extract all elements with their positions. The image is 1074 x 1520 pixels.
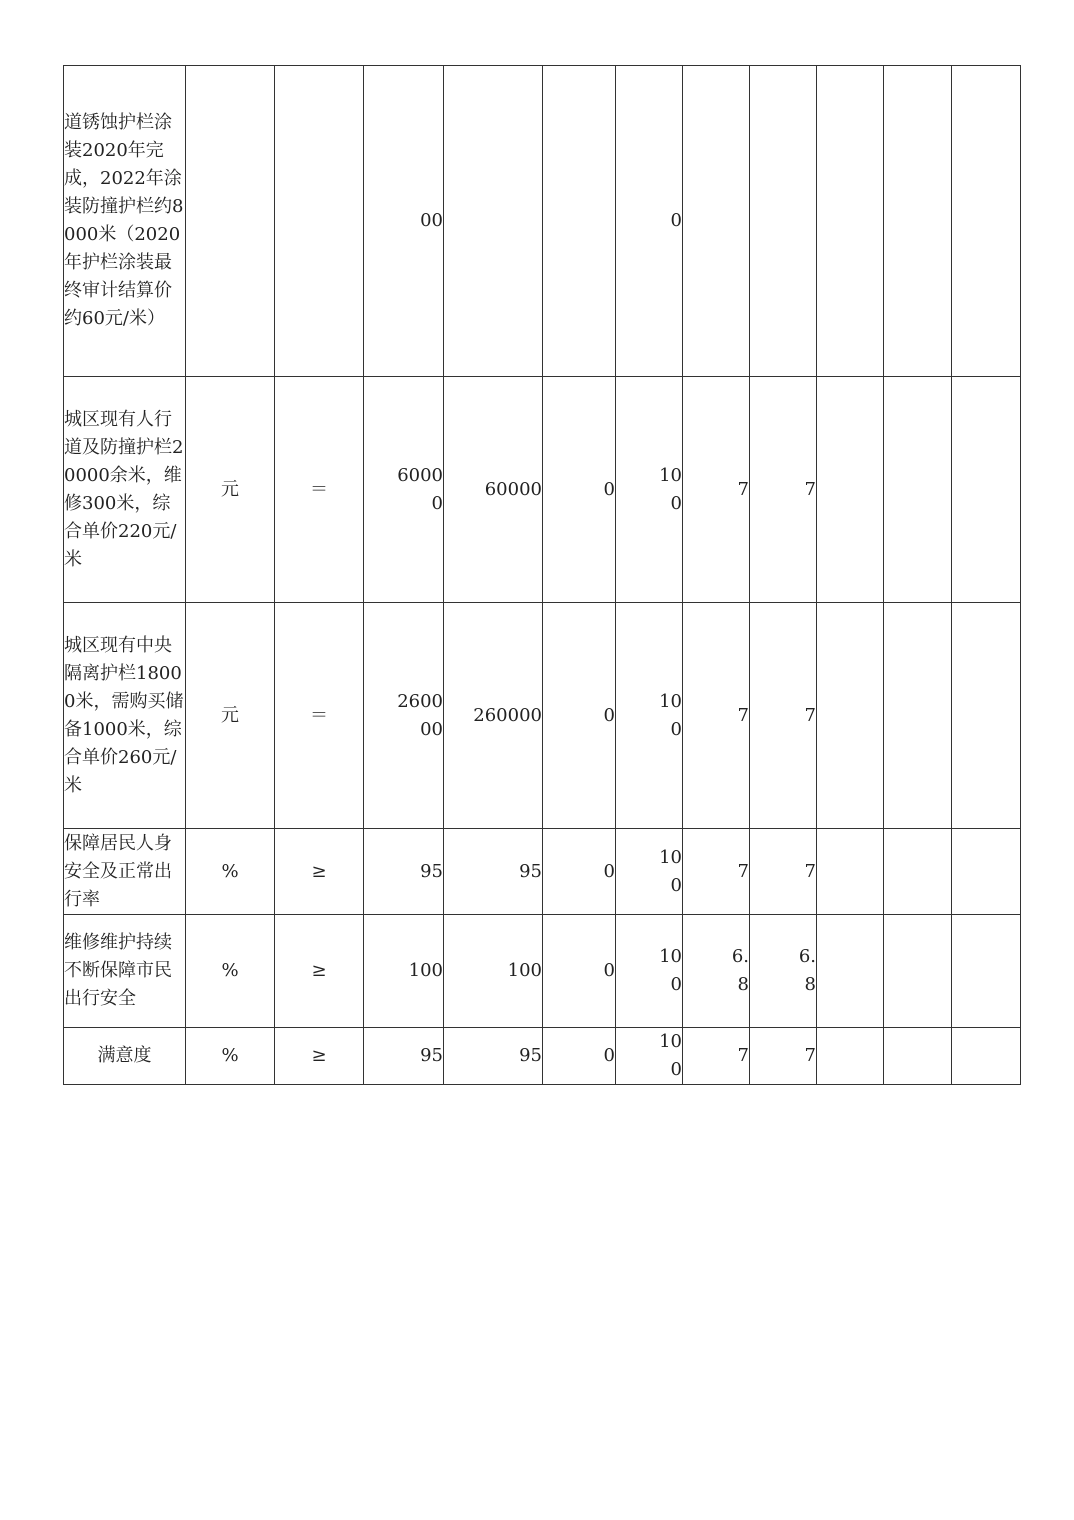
- unit-cell: %: [186, 915, 275, 1028]
- target-value-cell: 95: [364, 1028, 444, 1085]
- empty-cell: [952, 829, 1021, 915]
- score-cell: 7: [683, 829, 750, 915]
- empty-cell: [884, 377, 952, 603]
- target-value-cell: 95: [364, 829, 444, 915]
- unit-cell: [186, 66, 275, 377]
- empty-cell: [817, 377, 884, 603]
- indicator-cell: 维修维护持续不断保障市民出行安全: [64, 915, 186, 1028]
- deviation-cell: 0: [543, 603, 616, 829]
- empty-cell: [884, 603, 952, 829]
- symbol-cell: [275, 66, 364, 377]
- symbol-cell: ＝: [275, 377, 364, 603]
- deviation-cell: [543, 66, 616, 377]
- symbol-cell: ＝: [275, 603, 364, 829]
- empty-cell: [952, 66, 1021, 377]
- weight-cell: 0: [616, 66, 683, 377]
- score-cell: [683, 66, 750, 377]
- table-row: [64, 829, 1021, 915]
- indicator-cell: 保障居民人身安全及正常出行率: [64, 829, 186, 915]
- score-cell: 7: [750, 377, 817, 603]
- unit-cell: %: [186, 1028, 275, 1085]
- indicator-cell: 道锈蚀护栏涂装2020年完成，2022年涂装防撞护栏约8000米（2020年护栏涂装最终审计结算价约60元/米）: [64, 66, 186, 377]
- weight-cell: 100: [616, 915, 683, 1028]
- empty-cell: [817, 66, 884, 377]
- target-value-cell: 260000: [364, 603, 444, 829]
- unit-cell: 元: [186, 603, 275, 829]
- empty-cell: [952, 377, 1021, 603]
- actual-value-cell: [444, 66, 543, 377]
- empty-cell: [952, 603, 1021, 829]
- table-row: [64, 1028, 1021, 1085]
- table-row: [64, 377, 1021, 603]
- symbol-cell: ≥: [275, 915, 364, 1028]
- actual-value-cell: 95: [444, 829, 543, 915]
- empty-cell: [952, 915, 1021, 1028]
- performance-table: [63, 65, 1021, 1085]
- symbol-cell: ≥: [275, 1028, 364, 1085]
- table-row: [64, 66, 1021, 377]
- actual-value-cell: 100: [444, 915, 543, 1028]
- score-cell: 7: [750, 829, 817, 915]
- deviation-cell: 0: [543, 829, 616, 915]
- weight-cell: 100: [616, 377, 683, 603]
- empty-cell: [817, 829, 884, 915]
- symbol-cell: ≥: [275, 829, 364, 915]
- score-cell: 7: [750, 603, 817, 829]
- weight-cell: 100: [616, 1028, 683, 1085]
- weight-cell: 100: [616, 603, 683, 829]
- target-value-cell: 60000: [364, 377, 444, 603]
- weight-cell: 100: [616, 829, 683, 915]
- table-row: [64, 603, 1021, 829]
- deviation-cell: 0: [543, 1028, 616, 1085]
- empty-cell: [817, 915, 884, 1028]
- table-row: [64, 915, 1021, 1028]
- empty-cell: [817, 1028, 884, 1085]
- actual-value-cell: 60000: [444, 377, 543, 603]
- actual-value-cell: 95: [444, 1028, 543, 1085]
- empty-cell: [952, 1028, 1021, 1085]
- empty-cell: [884, 1028, 952, 1085]
- deviation-cell: 0: [543, 915, 616, 1028]
- target-value-cell: 00: [364, 66, 444, 377]
- actual-value-cell: 260000: [444, 603, 543, 829]
- score-cell: 7: [683, 1028, 750, 1085]
- score-cell: 7: [683, 377, 750, 603]
- target-value-cell: 100: [364, 915, 444, 1028]
- score-cell: 7: [750, 1028, 817, 1085]
- unit-cell: 元: [186, 377, 275, 603]
- empty-cell: [884, 66, 952, 377]
- empty-cell: [884, 915, 952, 1028]
- empty-cell: [817, 603, 884, 829]
- indicator-cell: 城区现有人行道及防撞护栏20000余米，维修300米，综合单价220元/米: [64, 377, 186, 603]
- score-cell: [750, 66, 817, 377]
- score-cell: 6.8: [750, 915, 817, 1028]
- empty-cell: [884, 829, 952, 915]
- indicator-cell: 满意度: [64, 1028, 186, 1085]
- indicator-cell: 城区现有中央隔离护栏18000米，需购买储备1000米，综合单价260元/米: [64, 603, 186, 829]
- deviation-cell: 0: [543, 377, 616, 603]
- score-cell: 6.8: [683, 915, 750, 1028]
- unit-cell: %: [186, 829, 275, 915]
- score-cell: 7: [683, 603, 750, 829]
